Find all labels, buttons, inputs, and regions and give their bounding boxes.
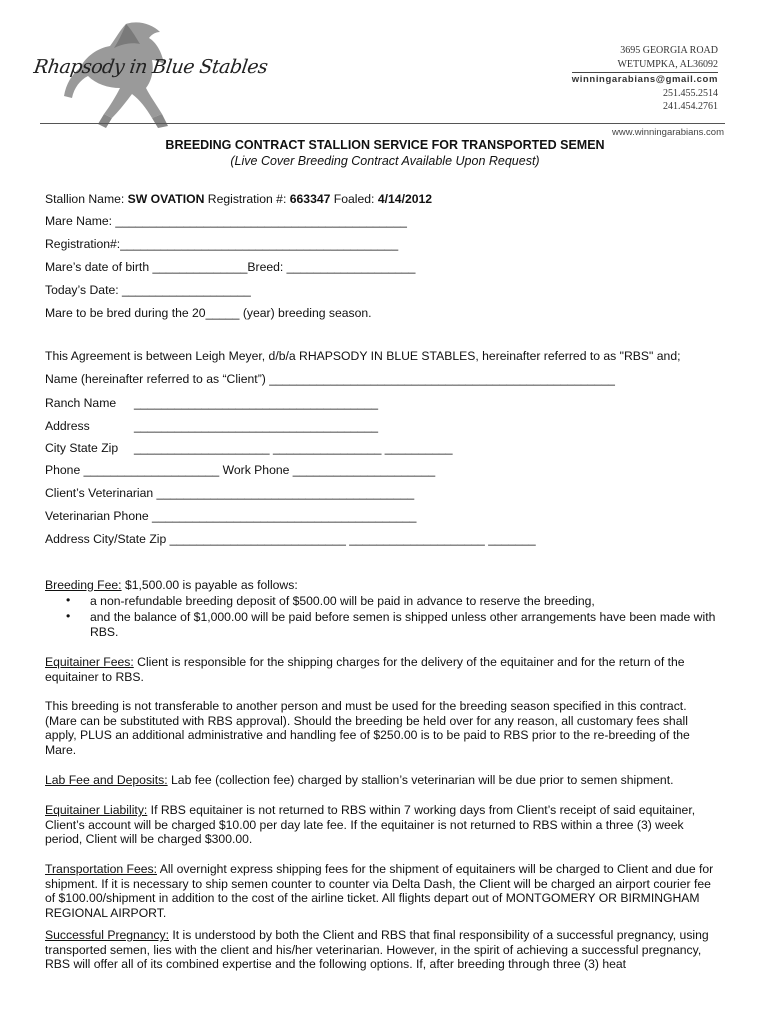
liability-para <box>45 803 717 847</box>
mare-registration-field[interactable]: Registration#:_________________________________________ <box>45 237 399 251</box>
equitainer-fees-para <box>45 655 717 684</box>
phone-field[interactable]: Phone ____________________ Work Phone _____________________ <box>45 463 436 477</box>
email-link[interactable]: winningarabians@gmail.com <box>571 74 718 85</box>
mare-name-field[interactable]: Mare Name: ___________________________________________ <box>45 214 407 228</box>
foaled-label: Foaled: <box>330 192 378 206</box>
city-state-zip-label: City State Zip <box>45 441 119 455</box>
website-link[interactable]: www.winningarabians.com <box>612 127 724 138</box>
address-label: Address <box>45 419 90 433</box>
bullet-icon: • <box>66 593 71 607</box>
logo-text: Rhapsody in Blue Stables <box>32 56 269 78</box>
breeding-fee-text: $1,500.00 is payable as follows: <box>121 578 298 592</box>
header-divider <box>40 123 725 124</box>
registration-label: Registration #: <box>204 192 290 206</box>
address-city-zip-field[interactable]: Address City/State Zip __________________________ ____________________ _______ <box>45 532 536 546</box>
contact-block <box>572 44 718 114</box>
ranch-name-field[interactable]: ____________________________________ <box>134 396 379 410</box>
vet-phone-field[interactable]: Veterinarian Phone _______________________________________ <box>45 509 417 523</box>
page-title: BREEDING CONTRACT STALLION SERVICE FOR TRANSPORTED SEMEN <box>165 138 605 152</box>
ranch-name-label: Ranch Name <box>45 396 117 410</box>
transportation-para <box>45 862 717 920</box>
transportation-text: All overnight express shipping fees for the shipment of equitainers will be charged to Client and due for shipment. If it is necessary to ship semen counter to counter via Delta Dash, the Client will be charged an airport courier fee of $100.00/shipment in addition to the cost of the airline ticket. All flights depart out of MONTGOMERY OR BIRMINGHAM REGIONAL AIRPORT. <box>45 862 714 920</box>
liability-heading: Equitainer Liability: <box>45 803 148 817</box>
pregnancy-heading: Successful Pregnancy: <box>45 928 169 942</box>
registration-number: 663347 <box>289 192 331 206</box>
lab-fee-text: Lab fee (collection fee) charged by stallion’s veterinarian will be due prior to semen shipment. <box>167 773 674 787</box>
transfer-para: This breeding is not transferable to another person and must be used for the breeding season specified in this contract. (Mare can be substituted with RBS approval). Should the breeding be held over for any reason, all customary fees shall apply, PLUS an additional administrative and handling fee of $250.00 is to be paid to RBS prior to the re-breeding of the Mare. <box>45 699 690 757</box>
address-field[interactable]: ____________________________________ <box>134 419 379 433</box>
city-state-zip-field[interactable]: ____________________ ________________ __________ <box>134 441 453 455</box>
phone-2: 241.454.2761 <box>663 101 718 112</box>
address-line-2: WETUMPKA, AL36092 <box>572 58 718 74</box>
pregnancy-text: It is understood by both the Client and RBS that final responsibility of a successful pregnancy, using transported semen, lies with the client and his/her veterinarian. However, in the spirit of achieving a successful pregnancy, RBS will offer all of its combined expertise and the following options. If, after breeding through three (3) heat <box>45 928 709 971</box>
page-subtitle: (Live Cover Breeding Contract Available Upon Request) <box>230 154 540 168</box>
pregnancy-para <box>45 928 717 972</box>
bullet-item: a non-refundable breeding deposit of $500.00 will be paid in advance to reserve the breeding, <box>90 594 595 608</box>
address-line-1: 3695 GEORGIA ROAD <box>620 45 718 56</box>
client-vet-field[interactable]: Client’s Veterinarian ______________________________________ <box>45 486 415 500</box>
phone-1: 251.455.2514 <box>663 87 718 99</box>
breeding-fee-heading: Breeding Fee: <box>45 578 122 592</box>
liability-text: If RBS equitainer is not returned to RBS within 7 working days from Client’s receipt of said equitainer, Client’s account will be charged $10.00 per day late fee. If the equitainer is not returned to RBS within a three (3) week period, Client will be charged $300.00. <box>45 803 696 846</box>
agreement-text: This Agreement is between Leigh Meyer, d/b/a RHAPSODY IN BLUE STABLES, hereinafter referred to as "RBS" and; <box>45 349 681 363</box>
mare-dob-breed-field[interactable]: Mare’s date of birth ______________Breed: ___________________ <box>45 260 416 274</box>
equitainer-fees-text: Client is responsible for the shipping charges for the delivery of the equitainer and for the return of the equitainer to RBS. <box>45 655 685 684</box>
breeding-season-field[interactable]: Mare to be bred during the 20_____ (year) breeding season. <box>45 306 372 320</box>
lab-fee-heading: Lab Fee and Deposits: <box>45 773 168 787</box>
client-name-field[interactable]: Name (hereinafter referred to as “Client”) ___________________________________________________ <box>45 372 615 386</box>
lab-fee-para <box>45 773 717 788</box>
bullet-item: and the balance of $1,000.00 will be paid before semen is shipped unless other arrangements have been made with RBS. <box>90 610 716 639</box>
stallion-name: SW OVATION <box>127 192 205 206</box>
todays-date-field[interactable]: Today’s Date: ___________________ <box>45 283 251 297</box>
stallion-name-label: Stallion Name: <box>45 192 128 206</box>
foaled-date: 4/14/2012 <box>377 192 433 206</box>
breeding-fee-line <box>45 578 298 592</box>
equitainer-fees-heading: Equitainer Fees: <box>45 655 134 669</box>
transportation-heading: Transportation Fees: <box>45 862 157 876</box>
stallion-line <box>45 192 432 206</box>
bullet-icon: • <box>66 609 71 623</box>
